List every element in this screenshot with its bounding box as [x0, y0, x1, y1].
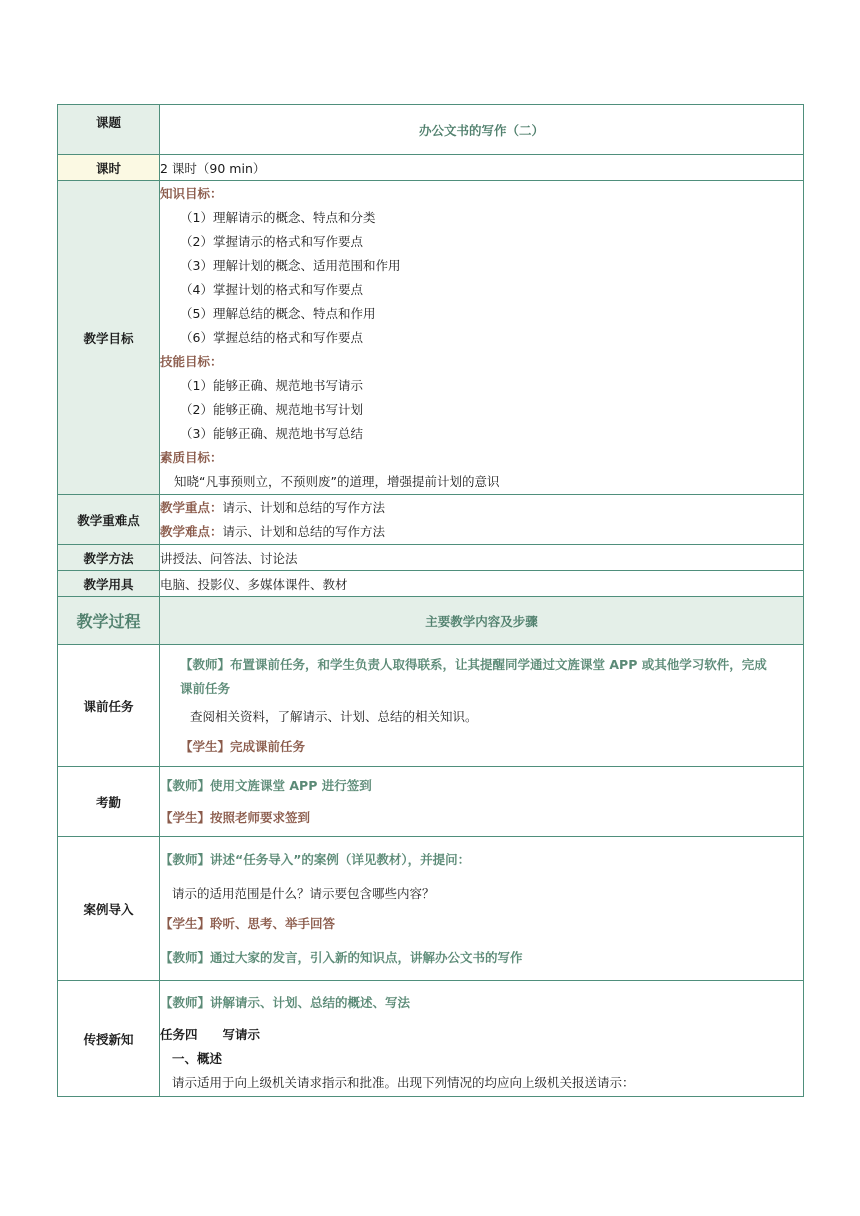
goals-label: 教学目标 [58, 181, 160, 495]
section-body: 请示适用于向上级机关请求指示和批准。出现下列情况的均应向上级机关报送请示： [172, 1075, 635, 1090]
key-text: 请示、计划和总结的写作方法 [222, 499, 386, 515]
case-label: 案例导入 [58, 837, 160, 981]
method-value: 讲授法、问答法、讨论法 [160, 545, 804, 571]
pre-student: 【学生】完成课前任务 [180, 738, 306, 754]
knowledge-item: （5）理解总结的概念、特点和作用 [180, 305, 376, 321]
keypoints-label: 教学重难点 [58, 495, 160, 545]
process-header: 主要教学内容及步骤 [160, 597, 804, 645]
tools-value: 电脑、投影仪、多媒体课件、教材 [160, 571, 804, 597]
hours-value: 2 课时（90 min） [160, 155, 804, 181]
case-content [160, 837, 804, 981]
quality-text: 知晓“凡事预则立，不预则废”的道理，增强提前计划的意识 [174, 473, 500, 489]
knowledge-item: （3）理解计划的概念、适用范围和作用 [180, 257, 401, 273]
attendance-label: 考勤 [58, 767, 160, 837]
goals-content [160, 181, 804, 495]
case-teacher: 【教师】讲述“任务导入”的案例（详见教材），并提问： [160, 851, 471, 867]
knowledge-item: （4）掌握计划的格式和写作要点 [180, 281, 363, 297]
pre-task-label: 课前任务 [58, 645, 160, 767]
new-knowledge-content [160, 981, 804, 1097]
pre-task-content [160, 645, 804, 767]
pre-teacher-line-1: 【教师】布置课前任务，和学生负责人取得联系，让其提醒同学通过文旌课堂 APP 或其他学习软件，完成 [180, 656, 767, 672]
knowledge-heading: 知识目标： [160, 185, 223, 201]
lesson-title: 办公文书的写作（二） [160, 105, 804, 155]
tools-label: 教学用具 [58, 571, 160, 597]
keypoints-content [160, 495, 804, 545]
new-knowledge-label: 传授新知 [58, 981, 160, 1097]
skill-item: （3）能够正确、规范地书写总结 [180, 425, 363, 441]
new-teacher: 【教师】讲解请示、计划、总结的概述、写法 [160, 995, 411, 1010]
pre-body: 查阅相关资料，了解请示、计划、总结的相关知识。 [190, 708, 478, 724]
process-label: 教学过程 [58, 597, 160, 645]
attend-student: 【学生】按照老师要求签到 [160, 809, 311, 825]
knowledge-item: （6）掌握总结的格式和写作要点 [180, 329, 363, 345]
case-question: 请示的适用范围是什么？请示要包含哪些内容？ [172, 885, 435, 901]
lesson-plan-table [57, 104, 804, 1097]
hours-label: 课时 [58, 155, 160, 181]
skill-item: （2）能够正确、规范地书写计划 [180, 401, 363, 417]
method-label: 教学方法 [58, 545, 160, 571]
skill-heading: 技能目标： [160, 353, 223, 369]
knowledge-item: （2）掌握请示的格式和写作要点 [180, 233, 363, 249]
attend-teacher: 【教师】使用文旌课堂 APP 进行签到 [160, 777, 372, 793]
section-heading: 一、概述 [172, 1051, 223, 1066]
attendance-content [160, 767, 804, 837]
case-teacher-2: 【教师】通过大家的发言，引入新的知识点，讲解办公文书的写作 [160, 949, 523, 965]
quality-heading: 素质目标： [160, 449, 223, 465]
case-student: 【学生】聆听、思考、举手回答 [160, 915, 336, 931]
knowledge-item: （1）理解请示的概念、特点和分类 [180, 209, 376, 225]
topic-label: 课题 [58, 105, 160, 155]
difficult-label: 教学难点： [160, 523, 223, 539]
difficult-text: 请示、计划和总结的写作方法 [222, 523, 386, 539]
skill-item: （1）能够正确、规范地书写请示 [180, 377, 363, 393]
key-label: 教学重点： [160, 499, 223, 515]
task-heading: 任务四 写请示 [160, 1027, 261, 1042]
pre-teacher-line-2: 课前任务 [180, 680, 231, 696]
